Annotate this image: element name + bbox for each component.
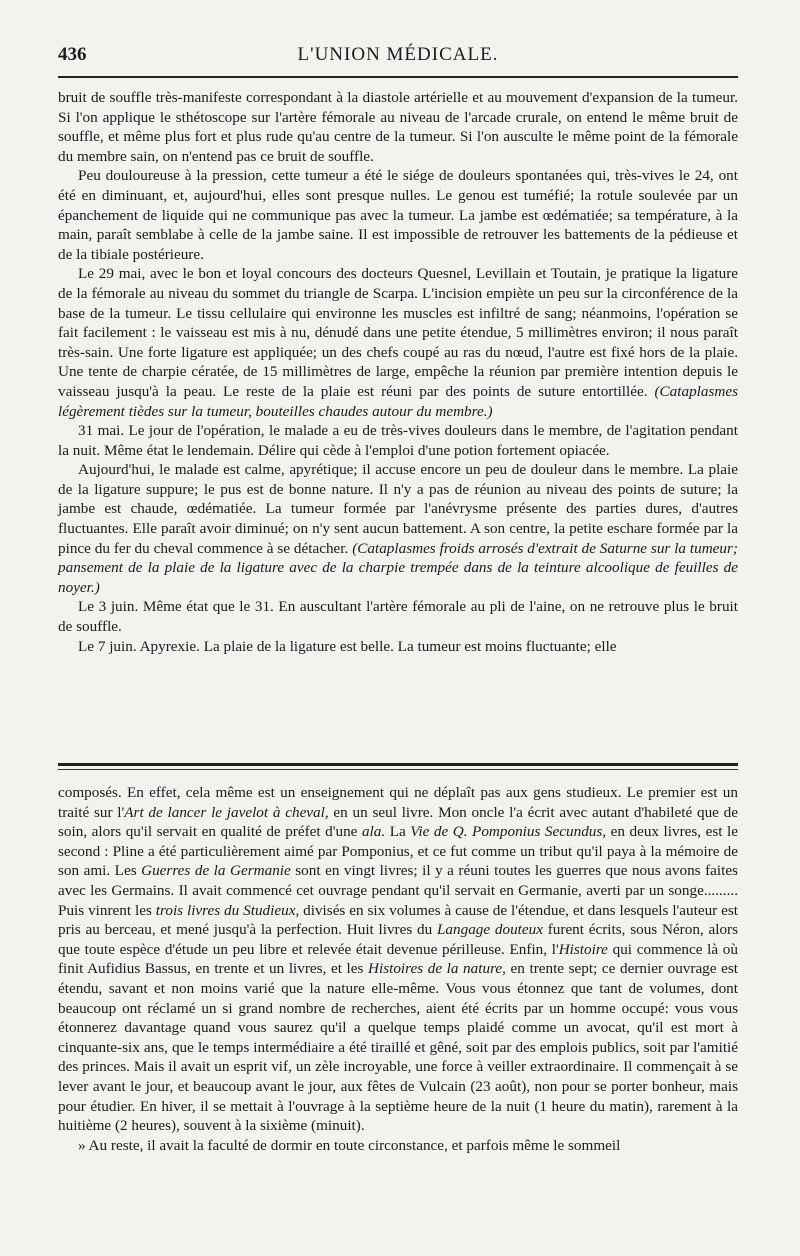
italic-run: Guerres de la Germanie (141, 862, 291, 880)
paragraph: bruit de souffle très-manifeste correspondant à la diastole artérielle et au mouvement d'expansion de la tumeur. Si l'on applique le sthétoscope sur l'artère fémorale au niveau de l'arcade crurale, on entend le même bruit de souffle, et même plus fort et plus rude qu'au centre de la tumeur. Si l'on ausculte le même point de la fémorale du membre sain, on n'entend pas ce bruit de souffle. (58, 89, 738, 165)
paragraph (58, 264, 738, 421)
feuilleton-separator (58, 763, 738, 766)
text-run: composés. En effet, cela même est un enseignement qui ne déplaît pas aux gens studieux. Le premier est un traité sur l' (58, 784, 738, 821)
italic-run: Art de lancer le javelot à cheval (124, 803, 325, 821)
text-run: Le 29 mai, avec le bon et loyal concours des docteurs Quesnel, Levillain et Toutain, je pratique la ligature de la fémorale au niveau du sommet du triangle de Scarpa. L'incision empiète un peu sur la circonférence de la base de la tumeur. Le tissu cellulaire qui environne les muscles est infiltré de sang; néanmoins, l'opération se fait facilement : le vaisseau est mis à nu, dénudé dans une petite étendue, 5 millimètres environ; il nous paraît très-sain. Une forte ligature est appliquée; un des chefs coupé au ras du nœud, l'autre est fixé hors de la plaie. Une tente de charpie cératée, de 15 millimètres de large, empêche la réunion par première intention depuis le vaisseau jusqu'à la peau. Le reste de la plaie est réuni par des points de suture entortillée. (58, 265, 738, 400)
paragraph (58, 460, 738, 597)
text-run: La (385, 823, 411, 841)
feuilleton-separator-thin (58, 769, 738, 770)
page-number: 436 (58, 44, 87, 65)
italic-run: Histoire (558, 940, 608, 958)
paragraph (58, 783, 738, 1136)
italic-run: trois livres du Studieux (155, 901, 296, 919)
header-rule (58, 76, 738, 78)
italic-run: ala. (361, 823, 386, 841)
italic-run: Langage douteux (436, 921, 543, 939)
paragraph: Le 3 juin. Même état que le 31. En auscultant l'artère fémorale au pli de l'aine, on ne retrouve plus le bruit de souffle. (58, 598, 738, 636)
text-run: sont en vingt livres; il y a réuni toutes les guerres que nous avons faites avec les Germains. Il avait commencé cet ouvrage pendant qu'il servait en Germanie, averti par un songe......... Puis vinrent les (58, 862, 738, 919)
italic-run: Histoires de la nature (368, 960, 503, 978)
text-run: , divisés en six volumes à cause de l'étendue, et dans lesquels l'auteur est pris au berceau, et mené jusqu'à la perfection. Huit livres du (58, 901, 739, 939)
paragraph: Le 7 juin. Apyrexie. La plaie de la ligature est belle. La tumeur est moins fluctuante; elle (78, 637, 617, 655)
paragraph: Peu douloureuse à la pression, cette tumeur a été le siége de douleurs spontanées qui, très-vives le 24, ont été en diminuant, et, aujourd'hui, elles sont presque nulles. Le genou est tuméfié; la rotule soulevée par un épanchement de liquide qui ne communique pas avec la tumeur. La jambe est œdématiée; sa température, à la main, paraît semblabe à celle de la jambe saine. Il est impossible de retrouver les battements de la pédieuse et de la tibiale postérieure. (58, 167, 738, 263)
italic-run: Vie de Q. Pomponius Secundus (410, 823, 603, 841)
case-report-text (58, 88, 738, 656)
italic-run: (Cataplasmes légèrement tièdes sur la tumeur, bouteilles chaudes autour du membre.) (58, 382, 738, 420)
text-run: furent écrits, sous Néron, alors que toute espèce d'étude un peu libre et relevée était devenue périlleuse. Enfin, l' (58, 921, 738, 958)
paragraph: 31 mai. Le jour de l'opération, le malade a eu de très-vives douleurs dans le membre, de l'agitation pendant la nuit. Même état le lendemain. Délire qui cède à l'emploi d'une potion fortement opiacée. (58, 422, 738, 459)
text-run: , en deux livres, est le second : Pline a été particulièrement aimé par Pomponius, et ce fut comme un tribut qu'il paya à la mémoire de son ami. Les (58, 823, 738, 880)
text-run: , en un seul livre. Mon oncle l'a écrit avec autant d'habileté que de soin, alors qu'il servait en qualité de préfet d'une (58, 803, 739, 841)
paragraph: » Au reste, il avait la faculté de dormir en toute circonstance, et parfois même le sommeil (78, 1136, 621, 1154)
text-run: , en trente sept; ce dernier ouvrage est étendu, savant et non moins varié que la nature elle-même. Vous vous étonnez que tant de volumes, dont beaucoup ont réclamé un si grand nombre de recherches, aient été écrits par un homme occupé: vous vous étonnerez davantage quand vous saurez qu'il a quelque temps plaidé comme un avocat, qu'il est mort à cinquante-six ans, que le temps intermédiaire a été tiraillé et gêné, soit par des emplois publics, soit par l'amitié des princes. Mais il avait un esprit vif, un zèle incroyable, une force à veiller extraordinaire. Il commençait à se lever avant le jour, et beaucoup avant le jour, aux fêtes de Vulcain (23 août), non pour se porter bonheur, mais pour étudier. En hiver, il se mettait à l'ouvrage à la septième heure de la nuit (1 heure du matin), rarement à la huitième (2 heures), souvent à la sixième (minuit). (58, 960, 738, 1135)
feuilleton-text (58, 783, 738, 1155)
running-title: L'UNION MÉDICALE. (297, 44, 499, 65)
text-run: qui commence là où finit Aufidius Bassus, en trente et un livres, et les (58, 940, 738, 978)
page-header (58, 44, 738, 72)
italic-run: (Cataplasmes froids arrosés d'extrait de Saturne sur la tumeur; pansement de la plaie de la ligature avec de la charpie trempée dans de la teinture alcoolique de feuilles de noyer.) (58, 539, 738, 596)
text-run: Aujourd'hui, le malade est calme, apyrétique; il accuse encore un peu de douleur dans le membre. La plaie de la ligature suppure; le pus est de bonne nature. Il n'y a pas de réunion au niveau des points de suture; la jambe est chaude, œdématiée. La tumeur formée par l'anévrysme présente des parties dures, d'autres fluctuantes. Elle paraît avoir diminué; on n'y sent aucun battement. A son centre, la petite eschare formée par la pince du fer du cheval commence à se détacher. (58, 461, 738, 557)
